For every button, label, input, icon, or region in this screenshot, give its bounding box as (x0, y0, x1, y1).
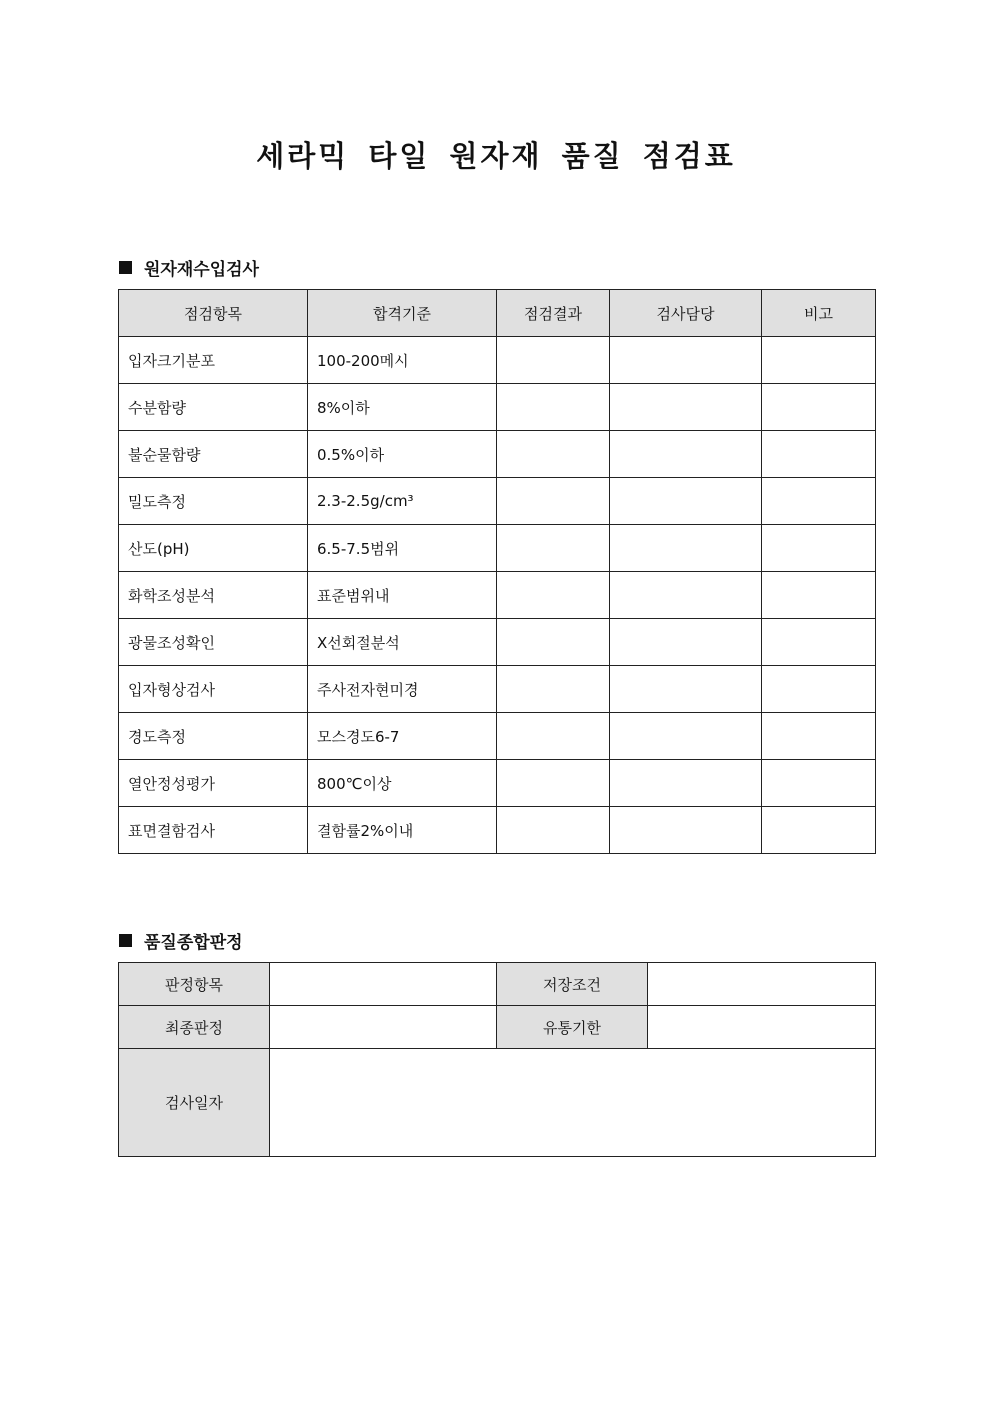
inspector-cell[interactable] (610, 666, 762, 713)
table-row (119, 478, 876, 525)
section-heading-text: 원자재수입검사 (144, 260, 259, 280)
criteria-cell: 주사전자현미경 (308, 666, 497, 713)
remarks-cell[interactable] (762, 619, 876, 666)
result-cell[interactable] (497, 525, 610, 572)
label-final-judgment: 최종판정 (119, 1006, 270, 1049)
inspection-item-cell: 화학조성분석 (119, 572, 308, 619)
section-heading-quality-judgment (119, 928, 243, 953)
table-header-row (119, 290, 876, 337)
remarks-cell[interactable] (762, 525, 876, 572)
result-cell[interactable] (497, 713, 610, 760)
inspection-item-cell: 불순물함량 (119, 431, 308, 478)
inspection-item-cell: 수분함량 (119, 384, 308, 431)
table-row (119, 666, 876, 713)
criteria-cell: 모스경도6-7 (308, 713, 497, 760)
inspection-item-cell: 경도측정 (119, 713, 308, 760)
quality-judgment-table (118, 962, 876, 1157)
remarks-cell[interactable] (762, 478, 876, 525)
label-inspection-date: 검사일자 (119, 1049, 270, 1157)
result-cell[interactable] (497, 572, 610, 619)
inspector-cell[interactable] (610, 384, 762, 431)
inspection-item-cell: 표면결함검사 (119, 807, 308, 854)
result-cell[interactable] (497, 619, 610, 666)
header-result: 점검결과 (497, 290, 610, 337)
remarks-cell[interactable] (762, 807, 876, 854)
table-row (119, 760, 876, 807)
final-judgment-field[interactable] (270, 1006, 497, 1049)
header-inspector: 검사담당 (610, 290, 762, 337)
header-remarks: 비고 (762, 290, 876, 337)
label-storage: 저장조건 (497, 963, 648, 1006)
inspector-cell[interactable] (610, 760, 762, 807)
criteria-cell: 8%이하 (308, 384, 497, 431)
header-criteria: 합격기준 (308, 290, 497, 337)
section-heading-text: 품질종합판정 (144, 933, 243, 953)
criteria-cell: 표준범위내 (308, 572, 497, 619)
square-bullet-icon (119, 261, 132, 274)
remarks-cell[interactable] (762, 337, 876, 384)
table-row (119, 963, 876, 1006)
storage-field[interactable] (648, 963, 876, 1006)
table-row (119, 525, 876, 572)
section-heading-incoming-inspection (119, 255, 259, 280)
inspector-cell[interactable] (610, 807, 762, 854)
inspector-cell[interactable] (610, 431, 762, 478)
criteria-cell: 100-200메시 (308, 337, 497, 384)
page-title: 세라믹 타일 원자재 품질 점검표 (256, 139, 736, 173)
inspection-date-field[interactable] (270, 1049, 876, 1157)
table-row (119, 431, 876, 478)
inspector-cell[interactable] (610, 713, 762, 760)
judgment-item-field[interactable] (270, 963, 497, 1006)
table-row (119, 1049, 876, 1157)
table-row (119, 1006, 876, 1049)
table-row (119, 337, 876, 384)
result-cell[interactable] (497, 807, 610, 854)
criteria-cell: X선회절분석 (308, 619, 497, 666)
label-judgment-item: 판정항목 (119, 963, 270, 1006)
criteria-cell: 결함률2%이내 (308, 807, 497, 854)
inspector-cell[interactable] (610, 478, 762, 525)
table-row (119, 619, 876, 666)
inspector-cell[interactable] (610, 619, 762, 666)
result-cell[interactable] (497, 666, 610, 713)
criteria-cell: 800℃이상 (308, 760, 497, 807)
label-expiry: 유통기한 (497, 1006, 648, 1049)
table-row (119, 713, 876, 760)
criteria-cell: 6.5-7.5범위 (308, 525, 497, 572)
result-cell[interactable] (497, 760, 610, 807)
remarks-cell[interactable] (762, 713, 876, 760)
inspection-item-cell: 열안정성평가 (119, 760, 308, 807)
inspector-cell[interactable] (610, 525, 762, 572)
result-cell[interactable] (497, 337, 610, 384)
inspector-cell[interactable] (610, 572, 762, 619)
header-item: 점검항목 (119, 290, 308, 337)
criteria-cell: 0.5%이하 (308, 431, 497, 478)
remarks-cell[interactable] (762, 431, 876, 478)
inspection-item-cell: 광물조성확인 (119, 619, 308, 666)
result-cell[interactable] (497, 431, 610, 478)
inspector-cell[interactable] (610, 337, 762, 384)
inspection-item-cell: 밀도측정 (119, 478, 308, 525)
incoming-inspection-table (118, 289, 876, 854)
inspection-item-cell: 입자형상검사 (119, 666, 308, 713)
square-bullet-icon (119, 934, 132, 947)
result-cell[interactable] (497, 384, 610, 431)
inspection-item-cell: 입자크기분포 (119, 337, 308, 384)
table-row (119, 572, 876, 619)
expiry-field[interactable] (648, 1006, 876, 1049)
result-cell[interactable] (497, 478, 610, 525)
remarks-cell[interactable] (762, 572, 876, 619)
table-row (119, 807, 876, 854)
remarks-cell[interactable] (762, 666, 876, 713)
remarks-cell[interactable] (762, 384, 876, 431)
inspection-item-cell: 산도(pH) (119, 525, 308, 572)
criteria-cell: 2.3-2.5g/cm³ (308, 478, 497, 525)
remarks-cell[interactable] (762, 760, 876, 807)
table-row (119, 384, 876, 431)
